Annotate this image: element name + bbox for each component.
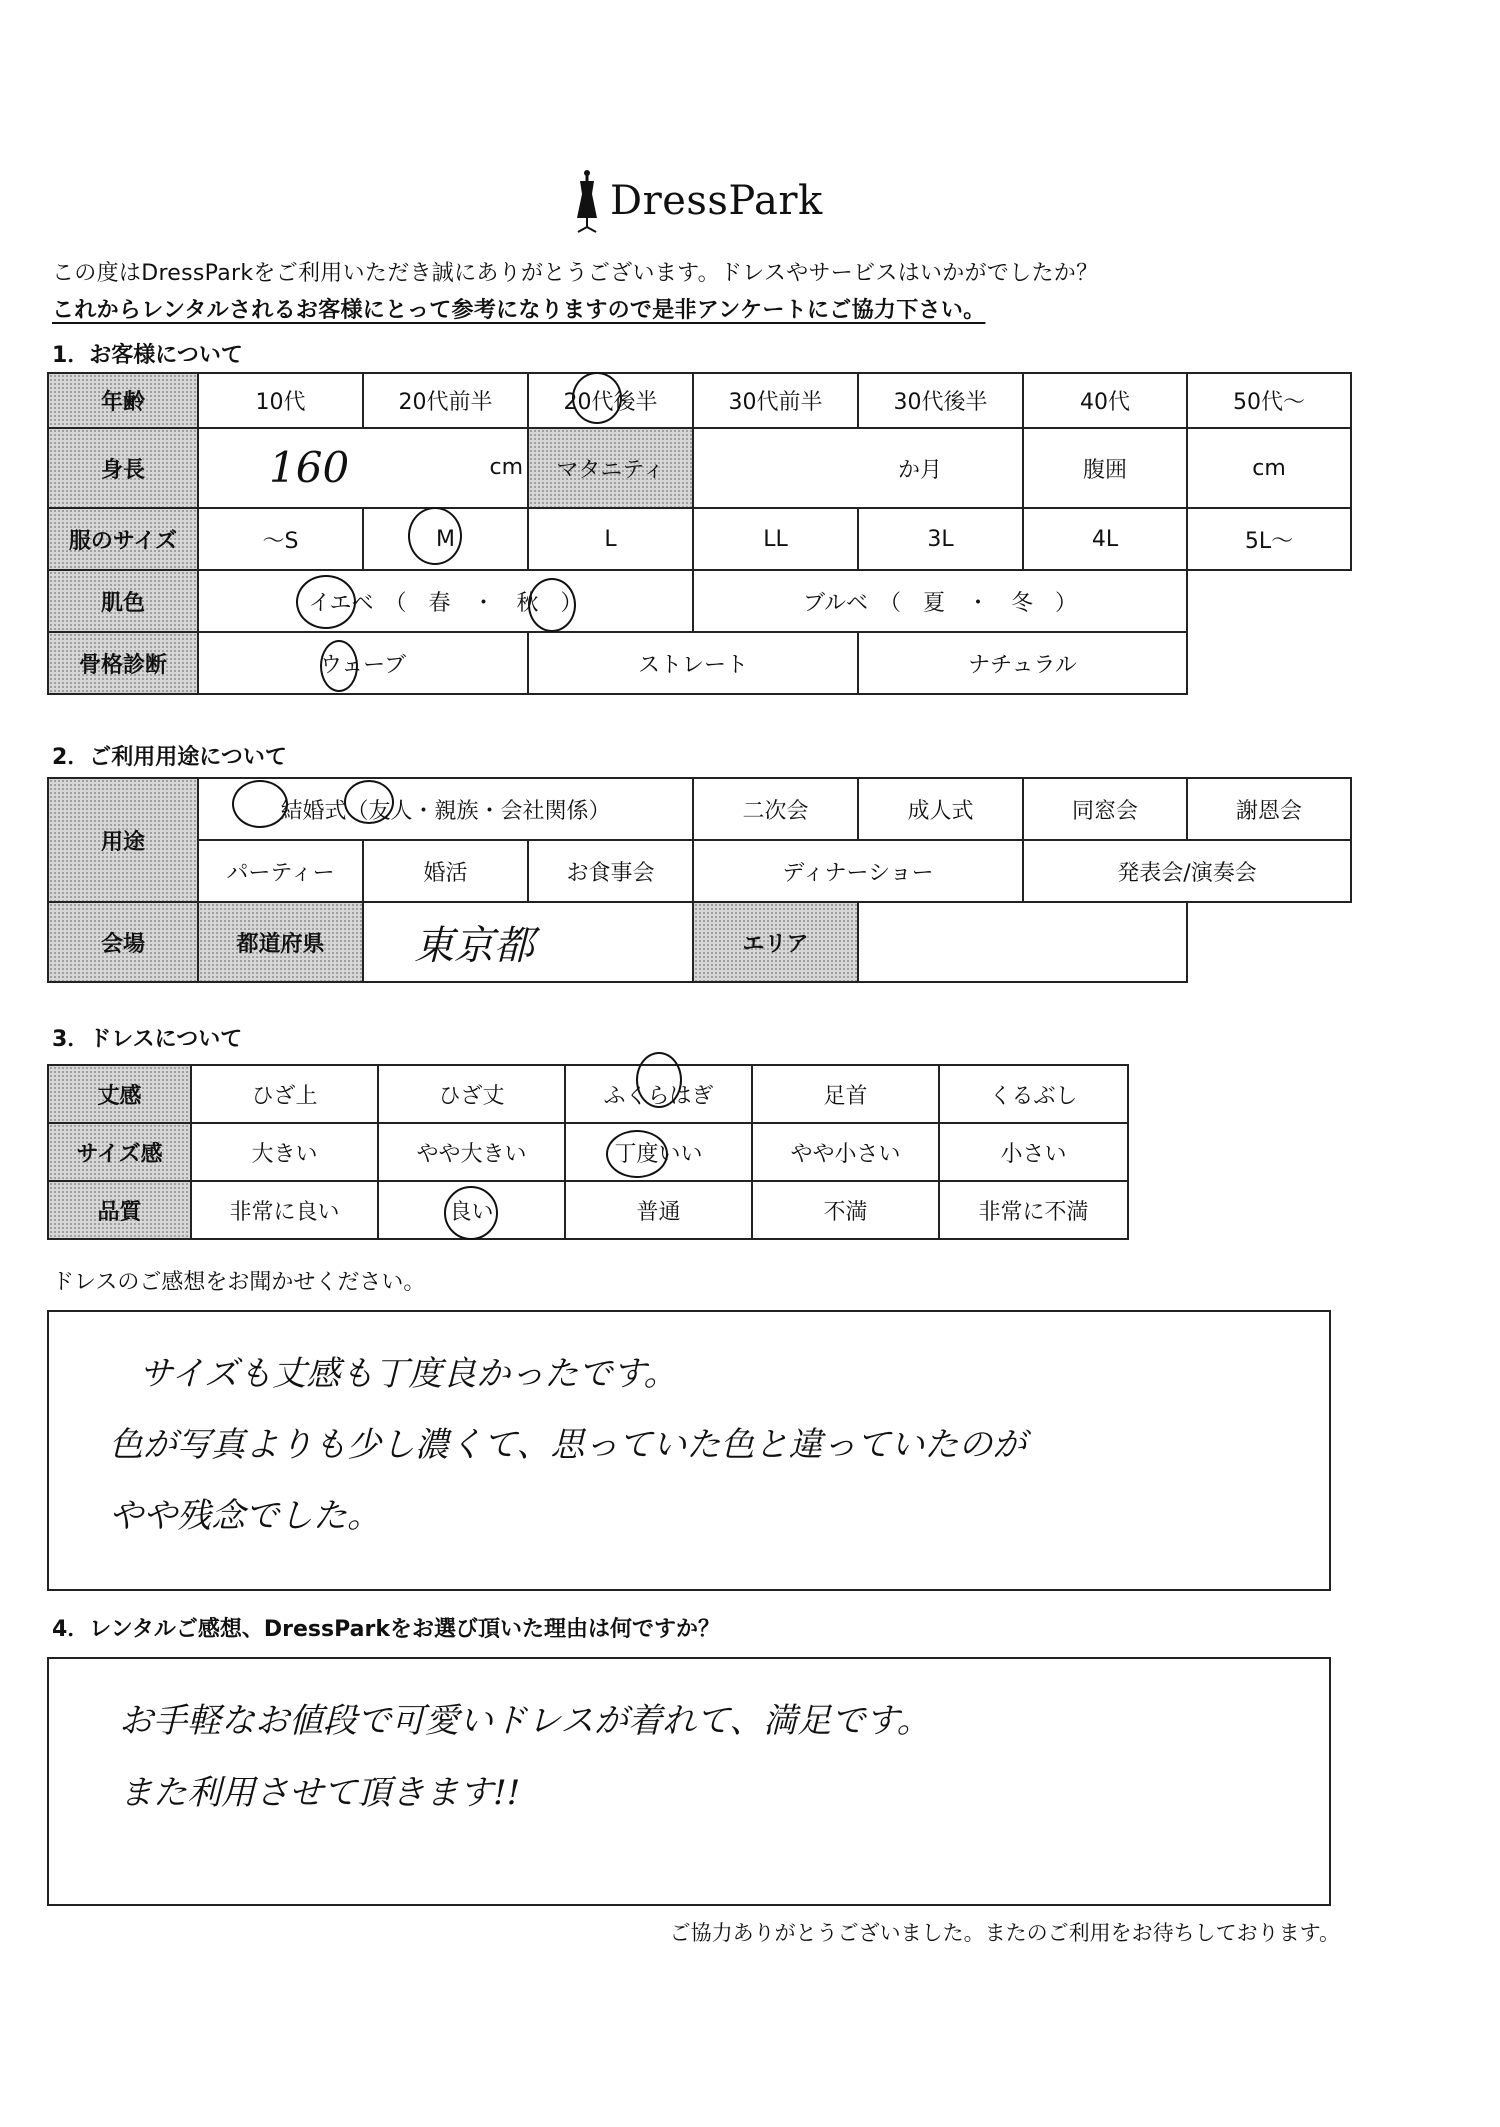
height-value: 160 — [269, 443, 350, 492]
prefecture-field[interactable] — [363, 902, 693, 982]
area-field[interactable] — [858, 902, 1187, 982]
quality-option[interactable]: 良い — [378, 1181, 565, 1239]
size-option[interactable]: M — [363, 508, 528, 570]
dress-table — [47, 1064, 1129, 1240]
purpose-option[interactable]: 同窓会 — [1023, 778, 1187, 840]
section1-title: 1．お客様について — [52, 343, 243, 368]
quality-option[interactable]: 普通 — [565, 1181, 752, 1239]
purpose-option[interactable]: お食事会 — [528, 840, 693, 902]
bone-option[interactable]: ストレート — [528, 632, 858, 694]
age-option[interactable]: 10代 — [198, 373, 363, 428]
fit-option[interactable]: 丁度いい — [565, 1123, 752, 1181]
dress-comment-box[interactable] — [47, 1310, 1331, 1591]
size-option[interactable]: LL — [693, 508, 858, 570]
quality-label: 品質 — [48, 1181, 191, 1239]
age-option[interactable]: 20代前半 — [363, 373, 528, 428]
age-option[interactable]: 30代後半 — [858, 373, 1023, 428]
fit-option[interactable]: 小さい — [939, 1123, 1128, 1181]
quality-option[interactable]: 非常に良い — [191, 1181, 378, 1239]
size-option[interactable]: 5L～ — [1187, 508, 1351, 570]
fit-label: サイズ感 — [48, 1123, 191, 1181]
section4-title: 4．レンタルご感想、DressParkをお選び頂いた理由は何ですか？ — [52, 1617, 720, 1642]
age-label: 年齢 — [48, 373, 198, 428]
intro-line-1: この度はDressParkをご利用いただき誠にありがとうございます。ドレスやサービスはいかがでしたか？ — [52, 261, 1099, 286]
skin-season-mark — [528, 578, 576, 632]
maternity-month[interactable]: か月 — [693, 428, 1023, 508]
area-label: エリア — [693, 902, 858, 982]
section2-title: 2．ご利用用途について — [52, 745, 287, 770]
purpose-option[interactable]: ディナーショー — [693, 840, 1023, 902]
length-option[interactable]: ひざ丈 — [378, 1065, 565, 1123]
dress-form-icon — [570, 168, 604, 234]
size-option[interactable]: 4L — [1023, 508, 1187, 570]
purpose-option[interactable]: 婚活 — [363, 840, 528, 902]
length-selection-mark — [636, 1052, 682, 1108]
brand-logo — [570, 168, 830, 238]
size-selection-mark — [408, 507, 462, 565]
bone-selection-mark — [320, 640, 358, 692]
height-unit: cm — [489, 455, 523, 480]
skin-yellow-option[interactable]: イエベ （ 春 ・ 秋 ） — [198, 570, 693, 632]
height-field[interactable] — [198, 428, 528, 508]
purpose-option[interactable]: 二次会 — [693, 778, 858, 840]
age-option[interactable]: 40代 — [1023, 373, 1187, 428]
prefecture-value: 東京都 — [414, 922, 534, 969]
fit-option[interactable]: 大きい — [191, 1123, 378, 1181]
height-label: 身長 — [48, 428, 198, 508]
fit-option[interactable]: やや小さい — [752, 1123, 939, 1181]
intro-line-2: これからレンタルされるお客様にとって参考になりますので是非アンケートにご協力下さい。 — [52, 298, 986, 323]
brand-name: DressPark — [610, 178, 823, 224]
footer-message: ご協力ありがとうございました。またのご利用をお待ちしております。 — [669, 1921, 1340, 1945]
size-option[interactable]: L — [528, 508, 693, 570]
waist-label: 腹囲 — [1023, 428, 1187, 508]
dress-comment-prompt: ドレスのご感想をお聞かせください。 — [52, 1270, 426, 1295]
fit-option[interactable]: やや大きい — [378, 1123, 565, 1181]
age-selection-mark — [572, 372, 622, 424]
prefecture-label: 都道府県 — [198, 902, 363, 982]
length-option[interactable]: ふくらはぎ — [565, 1065, 752, 1123]
dress-comment-line: サイズも丈感も丁度良かったです。 — [139, 1354, 678, 1394]
dress-comment-line: やや残念でした。 — [109, 1496, 381, 1536]
purpose-option[interactable]: パーティー — [198, 840, 363, 902]
section3-title: 3．ドレスについて — [52, 1027, 243, 1052]
customer-table — [47, 372, 1352, 695]
dress-comment-line: 色が写真よりも少し濃くて、思っていた色と違っていたのが — [109, 1425, 1027, 1465]
bone-option[interactable]: ウェーブ — [198, 632, 528, 694]
length-option[interactable]: ひざ上 — [191, 1065, 378, 1123]
bone-label: 骨格診断 — [48, 632, 198, 694]
bone-option[interactable]: ナチュラル — [858, 632, 1187, 694]
size-option[interactable]: 3L — [858, 508, 1023, 570]
purpose-selection-mark — [232, 780, 288, 828]
size-label: 服のサイズ — [48, 508, 198, 570]
rental-comment-box[interactable] — [47, 1657, 1331, 1906]
purpose-option[interactable]: 発表会/演奏会 — [1023, 840, 1351, 902]
skin-blue-option[interactable]: ブルベ （ 夏 ・ 冬 ） — [693, 570, 1187, 632]
length-option[interactable]: くるぶし — [939, 1065, 1128, 1123]
quality-option[interactable]: 非常に不満 — [939, 1181, 1128, 1239]
rental-comment-line: また利用させて頂きます!! — [119, 1773, 521, 1813]
age-option[interactable]: 50代～ — [1187, 373, 1351, 428]
venue-label: 会場 — [48, 902, 198, 982]
purpose-label: 用途 — [48, 778, 198, 902]
purpose-option[interactable]: 成人式 — [858, 778, 1023, 840]
length-option[interactable]: 足首 — [752, 1065, 939, 1123]
waist-unit[interactable]: cm — [1187, 428, 1351, 508]
age-option[interactable]: 20代後半 — [528, 373, 693, 428]
age-option[interactable]: 30代前半 — [693, 373, 858, 428]
purpose-detail-mark — [344, 780, 394, 824]
fit-selection-mark — [606, 1130, 668, 1178]
length-label: 丈感 — [48, 1065, 191, 1123]
purpose-option[interactable]: 結婚式（友人・親族・会社関係） — [198, 778, 693, 840]
quality-selection-mark — [444, 1186, 498, 1240]
quality-option[interactable]: 不満 — [752, 1181, 939, 1239]
rental-comment-line: お手軽なお値段で可愛いドレスが着れて、満足です。 — [119, 1701, 931, 1741]
skin-label: 肌色 — [48, 570, 198, 632]
maternity-label: マタニティ — [528, 428, 693, 508]
skin-selection-mark — [296, 575, 356, 629]
purpose-option[interactable]: 謝恩会 — [1187, 778, 1351, 840]
size-option[interactable]: ～S — [198, 508, 363, 570]
